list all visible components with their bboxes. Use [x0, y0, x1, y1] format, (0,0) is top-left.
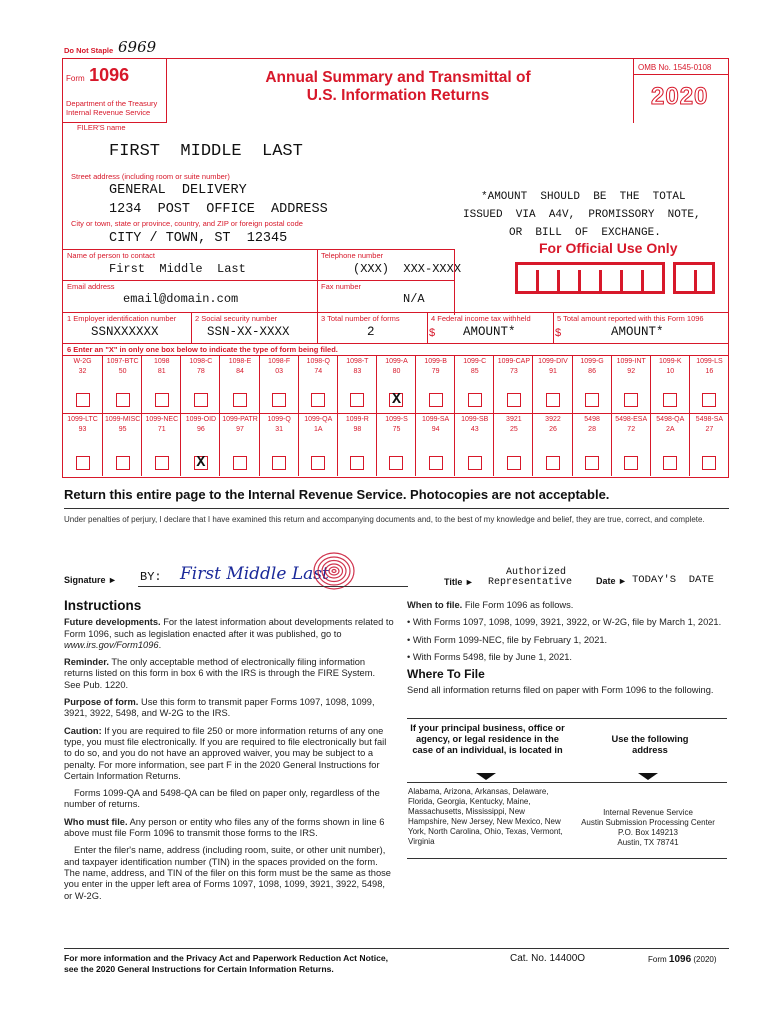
where-to-file-heading: Where To File — [407, 667, 485, 682]
form-type-checkbox[interactable] — [663, 393, 677, 407]
return-notice: Return this entire page to the Internal Revenue Service. Photocopies are not acceptable. — [64, 487, 610, 502]
form-type-cell — [493, 355, 533, 413]
form-type-name: 1099-NEC — [145, 416, 179, 423]
form-type-name: 1099-K — [659, 358, 682, 365]
form-type-code: 10 — [666, 368, 675, 375]
form-type-name: 1099-Q — [267, 416, 291, 423]
form-type-code: 71 — [157, 426, 166, 433]
form-type-cell — [650, 413, 690, 476]
where-to-file-text: Send all information returns filed on paper with Form 1096 to the following. — [407, 685, 714, 696]
do-not-staple: Do Not Staple — [64, 46, 114, 55]
form-type-code: 83 — [353, 368, 362, 375]
form-type-cell — [493, 413, 533, 476]
amount-note-line2: ISSUED VIA A4V, PROMISSORY NOTE, — [463, 209, 701, 221]
when-bullet-1: • With Forms 1097, 1098, 1099, 3921, 3922, or W-2G, file by March 1, 2021. — [407, 617, 722, 628]
filer-name-label: FILER'S name — [77, 123, 126, 132]
instr-who-must-file: Who must file. Any person or entity who files any of the forms shown in line 6 above must file Form 1096 to transmit those forms to the IRS. — [64, 816, 385, 839]
form-type-checkbox[interactable] — [311, 393, 325, 407]
form-type-cell — [650, 355, 690, 413]
dept-treasury: Department of the Treasury — [66, 99, 158, 108]
fax[interactable]: N/A — [403, 292, 425, 306]
form-type-cell — [532, 413, 572, 476]
form-number: 1096 — [89, 65, 130, 85]
form-type-code: 91 — [549, 368, 557, 375]
form-type-name: W-2G — [73, 358, 92, 365]
where-states: Alabama, Arizona, Arkansas, Delaware, Florida, Georgia, Kentucky, Maine, Massachusetts, Mississippi, New Hampshire, New Jersey, New Mexico, New York, North Carolina, Ohio, Texas, Vermont, Virginia — [408, 787, 563, 846]
form-type-code: 78 — [197, 368, 205, 375]
footer-form-id: Form 1096 (2020) — [648, 954, 717, 965]
form-type-code: 75 — [392, 426, 401, 433]
form-type-code: 81 — [157, 368, 166, 375]
form-type-code: 43 — [470, 426, 479, 433]
form-type-code: 98 — [353, 426, 362, 433]
form-type-checkbox[interactable] — [468, 393, 482, 407]
form-type-cell — [298, 355, 338, 413]
form-type-code: 84 — [236, 368, 244, 375]
form-type-cell — [415, 355, 455, 413]
form-type-code: 27 — [705, 426, 714, 433]
form-type-checkbox[interactable] — [468, 456, 482, 470]
form-type-code: 26 — [549, 426, 557, 433]
form-type-checkbox[interactable] — [233, 456, 247, 470]
form-type-code: 16 — [705, 368, 714, 375]
form-type-checkbox[interactable] — [389, 456, 403, 470]
arrow-down-icon — [476, 773, 496, 780]
title-value-line2: Representative — [488, 577, 573, 588]
form-type-checkbox[interactable] — [233, 393, 247, 407]
form-type-name: 5498-SA — [695, 416, 724, 423]
omb-number: OMB No. 1545-0108 — [638, 63, 712, 72]
form-type-name: 3922 — [545, 416, 561, 423]
form-type-cell — [259, 413, 299, 476]
form-type-name: 1099-LS — [696, 358, 723, 365]
form-type-cell — [102, 413, 142, 476]
form-type-checkbox[interactable] — [76, 393, 90, 407]
form-type-cell — [337, 355, 377, 413]
form-type-code: 25 — [509, 426, 518, 433]
perjury-statement: Under penalties of perjury, I declare that I have examined this return and accompanying documents and, to the best of my knowledge and belief, they are true, correct, and complete. — [64, 515, 705, 524]
city-label: City or town, state or province, country, and ZIP or foreign postal code — [71, 219, 303, 228]
form-type-cell — [259, 355, 299, 413]
box6-label: 6 Enter an "X" in only one box below to indicate the type of form being filed. — [67, 345, 338, 354]
form-type-checkbox[interactable] — [194, 393, 208, 407]
form-type-checkbox[interactable] — [350, 393, 364, 407]
instr-filer-name: Enter the filer's name, address (including room, suite, or other unit number), and taxpayer identification number (TIN) in the spaces provided on the form. The name, address, and TIN of the filer on this form must be the same as those you enter in the upper left area of Forms 1097, 1098, 1099, 3921, 3922, 5498, or W-2G. — [64, 845, 391, 901]
form-type-name: 1099-SB — [461, 416, 489, 423]
form-type-name: 1097-BTC — [106, 358, 139, 365]
form-type-checkbox[interactable] — [155, 456, 169, 470]
form-type-name: 1099-G — [580, 358, 604, 365]
form-type-name: 1098-T — [346, 358, 369, 365]
amount-note-line3: OR BILL OF EXCHANGE. — [509, 227, 661, 239]
filer-name[interactable]: FIRST MIDDLE LAST — [109, 142, 303, 161]
form-type-checkbox[interactable] — [585, 393, 599, 407]
instr-qa: Forms 1099-QA and 5498-QA can be filed on paper only, regardless of the number of returns. — [64, 788, 380, 810]
form-type-name: 1099-INT — [616, 358, 646, 365]
form-type-checkbox[interactable] — [546, 456, 560, 470]
form-type-checkbox[interactable]: X — [194, 456, 208, 470]
form-type-cell — [689, 413, 729, 476]
form-type-cell — [337, 413, 377, 476]
form-type-checkbox[interactable] — [429, 456, 443, 470]
form-type-cell — [454, 355, 494, 413]
form-type-cell — [689, 355, 729, 413]
form-type-code: 74 — [314, 368, 323, 375]
form-label: Form — [66, 74, 85, 83]
form-type-name: 5498-ESA — [615, 416, 648, 423]
where-col2-head: Use the following address — [611, 734, 689, 755]
form-type-code: 92 — [627, 368, 636, 375]
form-type-name: 1099-PATR — [222, 416, 258, 423]
federal-tax[interactable]: AMOUNT* — [463, 325, 516, 339]
form-type-cell — [376, 355, 416, 413]
form-type-checkbox[interactable] — [624, 456, 638, 470]
form-type-name: 3921 — [506, 416, 522, 423]
total-amount[interactable]: AMOUNT* — [611, 325, 664, 339]
total-forms[interactable]: 2 — [367, 325, 375, 339]
form-type-code: 03 — [275, 368, 284, 375]
form-type-cell — [376, 413, 416, 476]
form-type-row-2 — [63, 413, 728, 476]
form-type-code: 32 — [78, 368, 87, 375]
form-type-cell — [415, 413, 455, 476]
form-type-name: 1099-SA — [421, 416, 450, 423]
form-type-cell — [572, 413, 612, 476]
contact-person-label: Name of person to contact — [67, 251, 155, 260]
form-type-name: 1099-B — [424, 358, 447, 365]
when-where-column — [407, 600, 727, 703]
form-type-name: 1099-LTC — [67, 416, 98, 423]
form-type-code: 72 — [627, 426, 636, 433]
form-type-cell — [532, 355, 572, 413]
email[interactable]: email@domain.com — [123, 292, 239, 306]
instr-future-dev: Future developments. For the latest information about developments related to Form 1096, such as legislation enacted after it was published, go to www.irs.gov/Form1096. — [64, 617, 394, 650]
tax-year: 2020 — [651, 83, 709, 110]
fax-label: Fax number — [321, 282, 362, 291]
form-type-name: 1099-R — [345, 416, 369, 423]
form-type-checkbox[interactable] — [702, 456, 716, 470]
footer-privacy: For more information and the Privacy Act and Paperwork Reduction Act Notice, see the 2020 General Instructions for Certain Information Returns. — [64, 953, 389, 974]
ssn-label: 2 Social security number — [195, 314, 278, 323]
form-type-code: 80 — [392, 368, 401, 375]
form-type-name: 1099-CAP — [497, 358, 530, 365]
instructions-heading: Instructions — [64, 598, 142, 613]
form-type-code: 28 — [588, 426, 596, 433]
form-type-checkbox[interactable] — [311, 456, 325, 470]
form-type-name: 1098 — [154, 358, 170, 365]
form-type-code: 94 — [431, 426, 440, 433]
ein[interactable]: SSNXXXXXX — [91, 325, 159, 339]
form-type-checkbox[interactable] — [585, 456, 599, 470]
form-type-cell — [180, 413, 220, 476]
form-type-code: 2A — [666, 426, 675, 433]
form-type-checkbox[interactable] — [272, 456, 286, 470]
form-type-name: 1099-S — [385, 416, 408, 423]
date-value: TODAY'S DATE — [632, 574, 714, 586]
form-type-name: 5498-QA — [656, 416, 685, 423]
when-bullet-2: • With Form 1099-NEC, file by February 1, 2021. — [407, 634, 608, 645]
form-type-checkbox[interactable] — [546, 393, 560, 407]
form-type-name: 1098-C — [189, 358, 213, 365]
form-type-name: 1098-F — [268, 358, 291, 365]
where-col1-head: If your principal business, office or agency, or legal residence in the case of an individual, is located in — [410, 723, 565, 755]
email-label: Email address — [67, 282, 115, 291]
when-to-file: When to file. File Form 1096 as follows. — [407, 600, 574, 610]
federal-tax-label: 4 Federal income tax withheld — [431, 314, 531, 323]
form-type-name: 1099-QA — [304, 416, 333, 423]
form-type-code: 73 — [509, 368, 518, 375]
signature-by: BY: — [140, 570, 162, 584]
form-type-name: 1098-E — [228, 358, 252, 365]
form-type-checkbox[interactable] — [76, 456, 90, 470]
form-type-checkbox[interactable] — [507, 456, 521, 470]
form-type-cell — [141, 355, 181, 413]
instr-reminder: Reminder. The only acceptable method of electronically filing information returns listed on this form in box 6 with the IRS is through the FIRE System. See Pub. 1220. — [64, 657, 376, 690]
irs-address: Internal Revenue Service Austin Submission Processing Center P.O. Box 149213 Austin, TX 78741 — [581, 808, 715, 847]
form-1096 — [62, 58, 729, 478]
form-type-checkbox[interactable] — [663, 456, 677, 470]
telephone[interactable]: (XXX) XXX-XXXX — [353, 262, 462, 276]
date-label: Date ► — [596, 576, 627, 586]
form-type-cell — [454, 413, 494, 476]
instr-purpose: Purpose of form. Use this form to transmit paper Forms 1097, 1098, 1099, 3921, 3922, 5498, and W-2G to the IRS. — [64, 697, 375, 719]
ein-label: 1 Employer identification number — [67, 314, 177, 323]
signature-label: Signature ► — [64, 575, 117, 585]
signature-handwritten[interactable]: First Middle Last — [180, 564, 329, 584]
arrow-down-icon — [638, 773, 658, 780]
street-line2[interactable]: 1234 POST OFFICE ADDRESS — [109, 202, 328, 217]
street-label: Street address (including room or suite number) — [71, 172, 230, 181]
street-line1[interactable]: GENERAL DELIVERY — [109, 183, 247, 198]
form-type-code: 96 — [197, 426, 205, 433]
form-type-cell — [102, 355, 142, 413]
form-type-code: 93 — [78, 426, 87, 433]
form-type-name: 1099-MISC — [104, 416, 141, 423]
form-title: Annual Summary and Transmittal of U.S. Information Returns — [265, 69, 531, 104]
title-label: Title ► — [444, 577, 474, 587]
form-type-code: 1A — [313, 426, 323, 433]
form-type-name: 1099-OID — [185, 416, 217, 423]
form-type-code: 85 — [470, 368, 479, 375]
form-type-cell — [611, 355, 651, 413]
total-amount-dollar: $ — [555, 327, 562, 339]
title-value-line1: Authorized — [506, 567, 567, 578]
form-type-checkbox[interactable] — [702, 393, 716, 407]
amount-note-line1: *AMOUNT SHOULD BE THE TOTAL — [481, 191, 686, 203]
form-type-name: 1098-Q — [306, 358, 330, 365]
form-type-cell — [611, 413, 651, 476]
form-type-cell — [63, 413, 102, 476]
form-type-checkbox[interactable] — [116, 456, 130, 470]
form-type-cell — [572, 355, 612, 413]
ssn[interactable]: SSN-XX-XXXX — [207, 325, 290, 339]
total-amount-label: 5 Total amount reported with this Form 1096 — [557, 314, 704, 323]
official-use-label: For Official Use Only — [539, 240, 678, 256]
form-type-cell — [219, 413, 259, 476]
when-bullet-3: • With Forms 5498, file by June 1, 2021. — [407, 651, 572, 662]
form-type-code: 79 — [431, 368, 440, 375]
form-type-cell — [63, 355, 102, 413]
form-type-row-1 — [63, 355, 728, 413]
form-type-cell — [141, 413, 181, 476]
federal-tax-dollar: $ — [429, 327, 436, 339]
form-type-code: 95 — [118, 426, 127, 433]
form-type-checkbox[interactable] — [272, 393, 286, 407]
form-type-checkbox[interactable] — [116, 393, 130, 407]
contact-person[interactable]: First Middle Last — [109, 262, 246, 276]
total-forms-label: 3 Total number of forms — [321, 314, 400, 323]
form-type-cell — [219, 355, 259, 413]
form-type-name: 1099-A — [385, 358, 408, 365]
irs-label: Internal Revenue Service — [66, 108, 151, 117]
form-title-block — [66, 65, 129, 86]
instructions-column — [64, 600, 394, 908]
form-type-checkbox[interactable] — [624, 393, 638, 407]
form-type-cell — [180, 355, 220, 413]
form-type-code: 31 — [275, 426, 284, 433]
catalog-number: Cat. No. 14400O — [510, 953, 586, 964]
instr-caution: Caution: If you are required to file 250 or more information returns of any one type, you must file electronically. If you are required to file electronically but fail to do so, and you do not have an approved waiver, you may be subject to a penalty. For more information, see part F in the 2020 General Instructions for Certain Information Returns. — [64, 725, 387, 781]
form-type-checkbox[interactable]: X — [389, 393, 403, 407]
city-state-zip[interactable]: CITY / TOWN, ST 12345 — [109, 231, 288, 246]
form-type-name: 1099-DIV — [538, 358, 568, 365]
form-type-checkbox[interactable] — [155, 393, 169, 407]
form-type-code: 97 — [236, 426, 244, 433]
official-use-boxes — [515, 262, 715, 296]
form-type-name: 5498 — [584, 416, 600, 423]
form-type-checkbox[interactable] — [350, 456, 364, 470]
form-type-name: 1099-C — [463, 358, 487, 365]
irs-link[interactable]: www.irs.gov/Form1096 — [64, 639, 159, 650]
form-type-code: 86 — [588, 368, 596, 375]
telephone-label: Telephone number — [321, 251, 384, 260]
form-type-checkbox[interactable] — [429, 393, 443, 407]
handwritten-number: 6969 — [118, 38, 157, 56]
form-type-cell — [298, 413, 338, 476]
form-type-code: 50 — [118, 368, 127, 375]
form-type-checkbox[interactable] — [507, 393, 521, 407]
